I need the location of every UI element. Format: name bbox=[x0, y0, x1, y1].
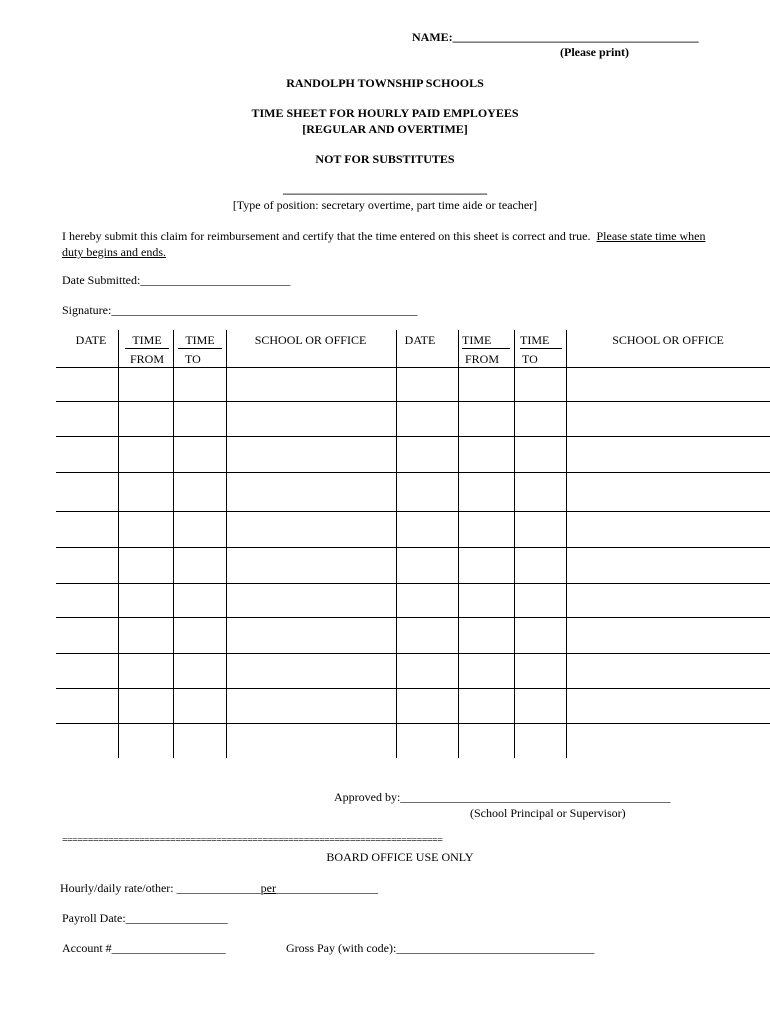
table-row bbox=[56, 547, 770, 548]
date-submitted-blank: _________________________ bbox=[140, 273, 291, 287]
signature-label: Signature: bbox=[62, 303, 112, 317]
table-row bbox=[56, 472, 770, 473]
from-label: FROM bbox=[465, 352, 500, 366]
rate-blank-1: ______________ bbox=[176, 881, 261, 895]
name-blank: _________________________________________ bbox=[452, 30, 699, 44]
not-for-substitutes: NOT FOR SUBSTITUTES bbox=[315, 152, 455, 166]
table-row bbox=[56, 688, 770, 689]
approved-by-blank: _____________________________________________ bbox=[400, 790, 671, 804]
account-blank: ___________________ bbox=[111, 941, 226, 955]
please-print-note: (Please print) bbox=[560, 45, 629, 59]
col-time-from-1-header bbox=[122, 333, 172, 367]
board-office-title: BOARD OFFICE USE ONLY bbox=[326, 850, 474, 864]
approved-by-field[interactable] bbox=[334, 790, 670, 805]
signature-blank: ___________________________________________________ bbox=[111, 303, 418, 317]
col-time-to-1-header bbox=[175, 333, 225, 367]
table-row bbox=[56, 436, 770, 437]
column-divider bbox=[566, 330, 567, 758]
col-date-1-header: DATE bbox=[75, 333, 107, 347]
column-divider bbox=[173, 330, 174, 758]
doc-subtitle: [REGULAR AND OVERTIME] bbox=[302, 122, 468, 136]
table-row bbox=[56, 367, 770, 368]
payroll-date-field[interactable] bbox=[62, 911, 228, 926]
time-label: TIME bbox=[520, 333, 562, 349]
date-submitted-field[interactable] bbox=[62, 273, 290, 288]
date-submitted-label: Date Submitted: bbox=[62, 273, 141, 287]
account-label: Account # bbox=[62, 941, 112, 955]
gross-pay-field[interactable] bbox=[286, 941, 594, 956]
from-label: FROM bbox=[129, 352, 164, 366]
column-divider bbox=[458, 330, 459, 758]
table-row bbox=[56, 583, 770, 584]
name-field[interactable] bbox=[412, 30, 699, 45]
to-label: TO bbox=[522, 352, 538, 366]
rate-field[interactable] bbox=[60, 881, 378, 896]
col-date-2-header: DATE bbox=[404, 333, 436, 347]
column-divider bbox=[118, 330, 119, 758]
column-divider bbox=[396, 330, 397, 758]
rate-blank-2: _________________ bbox=[275, 881, 378, 895]
col-time-from-2-header bbox=[459, 333, 513, 367]
table-row bbox=[56, 511, 770, 512]
time-label: TIME bbox=[462, 333, 510, 349]
org-title: RANDOLPH TOWNSHIP SCHOOLS bbox=[286, 76, 484, 90]
table-row bbox=[56, 401, 770, 402]
gross-pay-label: Gross Pay (with code): bbox=[286, 941, 397, 955]
position-hint: [Type of position: secretary overtime, part time aide or teacher] bbox=[232, 198, 538, 212]
table-row bbox=[56, 617, 770, 618]
certify-statement: I hereby submit this claim for reimbursement and certify that the time entered on this sheet is correct and true. bbox=[62, 229, 591, 243]
col-time-to-2-header bbox=[516, 333, 566, 367]
column-divider bbox=[514, 330, 515, 758]
to-label: TO bbox=[185, 352, 201, 366]
certify-instruction-1: Please state time when bbox=[596, 229, 706, 243]
gross-pay-blank: _________________________________ bbox=[396, 941, 595, 955]
account-field[interactable] bbox=[62, 941, 226, 956]
table-row bbox=[56, 653, 770, 654]
time-label: TIME bbox=[125, 333, 169, 349]
col-school-2-header: SCHOOL OR OFFICE bbox=[612, 333, 724, 347]
doc-title: TIME SHEET FOR HOURLY PAID EMPLOYEES bbox=[251, 106, 519, 120]
name-label: NAME: bbox=[412, 30, 453, 44]
approved-by-label: Approved by: bbox=[334, 790, 401, 804]
payroll-date-blank: _________________ bbox=[125, 911, 228, 925]
approver-role: (School Principal or Supervisor) bbox=[470, 806, 626, 820]
col-school-1-header: SCHOOL OR OFFICE bbox=[254, 333, 367, 347]
time-label: TIME bbox=[178, 333, 222, 349]
certification-text bbox=[62, 228, 752, 260]
position-field[interactable]: __________________________________ bbox=[283, 182, 487, 196]
certify-instruction-2: duty begins and ends. bbox=[62, 245, 166, 259]
rate-per: per bbox=[260, 881, 276, 895]
table-row bbox=[56, 723, 770, 724]
separator-line: ========================================================================== bbox=[62, 835, 443, 846]
column-divider bbox=[226, 330, 227, 758]
signature-field[interactable] bbox=[62, 303, 417, 318]
payroll-date-label: Payroll Date: bbox=[62, 911, 126, 925]
rate-label: Hourly/daily rate/other: bbox=[60, 881, 174, 895]
